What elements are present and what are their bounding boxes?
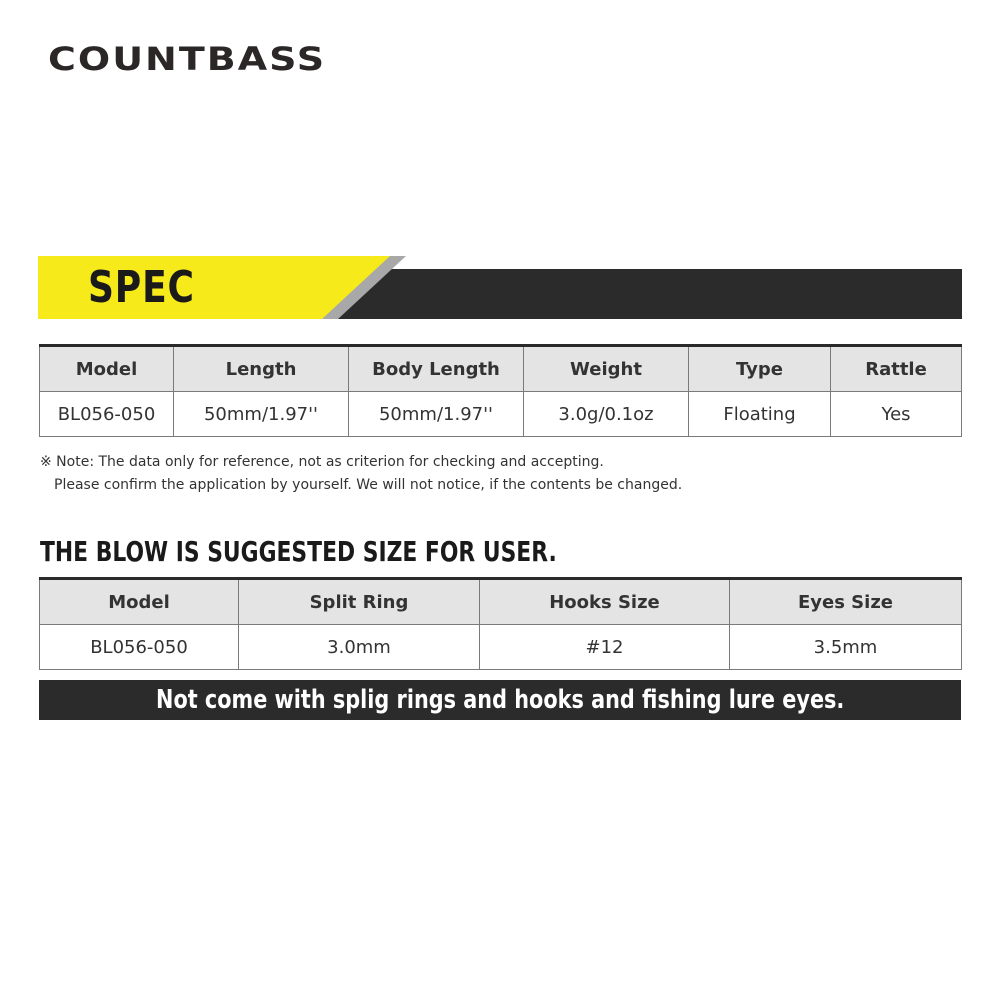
spec-header-model: Model <box>40 346 174 392</box>
spec-header-weight: Weight <box>524 346 689 392</box>
spec-cell-length: 50mm/1.97'' <box>174 392 349 437</box>
suggested-size-table <box>39 577 962 670</box>
size-cell-split-ring: 3.0mm <box>239 625 480 670</box>
brand-logo: COUNTBASS <box>48 40 327 78</box>
spec-title: SPEC <box>88 262 195 313</box>
spec-header-body-length: Body Length <box>349 346 524 392</box>
size-header-eyes-size: Eyes Size <box>730 579 962 625</box>
size-header-model: Model <box>40 579 239 625</box>
spec-header-length: Length <box>174 346 349 392</box>
size-table-header-row <box>40 579 962 625</box>
note-line-2: Please confirm the application by yourself. We will not notice, if the contents be changed. <box>54 477 683 493</box>
spec-header-type: Type <box>689 346 831 392</box>
spec-table-header-row <box>40 346 962 392</box>
footer-disclaimer-text: Not come with splig rings and hooks and fishing lure eyes. <box>155 685 845 715</box>
spec-table <box>39 344 962 437</box>
table-row <box>40 392 962 437</box>
suggested-size-title: THE BLOW IS SUGGESTED SIZE FOR USER. <box>40 535 557 568</box>
spec-cell-rattle: Yes <box>831 392 962 437</box>
spec-cell-weight: 3.0g/0.1oz <box>524 392 689 437</box>
size-cell-eyes-size: 3.5mm <box>730 625 962 670</box>
spec-banner-dark-bar <box>323 269 962 319</box>
note-line-1: ※ Note: The data only for reference, not as criterion for checking and accepting. <box>40 454 604 470</box>
spec-cell-body-length: 50mm/1.97'' <box>349 392 524 437</box>
spec-header-rattle: Rattle <box>831 346 962 392</box>
size-cell-hooks-size: #12 <box>480 625 730 670</box>
spec-banner <box>38 256 962 320</box>
size-header-split-ring: Split Ring <box>239 579 480 625</box>
size-header-hooks-size: Hooks Size <box>480 579 730 625</box>
size-cell-model: BL056-050 <box>40 625 239 670</box>
reference-note <box>40 451 682 497</box>
table-row <box>40 625 962 670</box>
footer-disclaimer-banner <box>39 680 961 720</box>
spec-cell-type: Floating <box>689 392 831 437</box>
spec-cell-model: BL056-050 <box>40 392 174 437</box>
